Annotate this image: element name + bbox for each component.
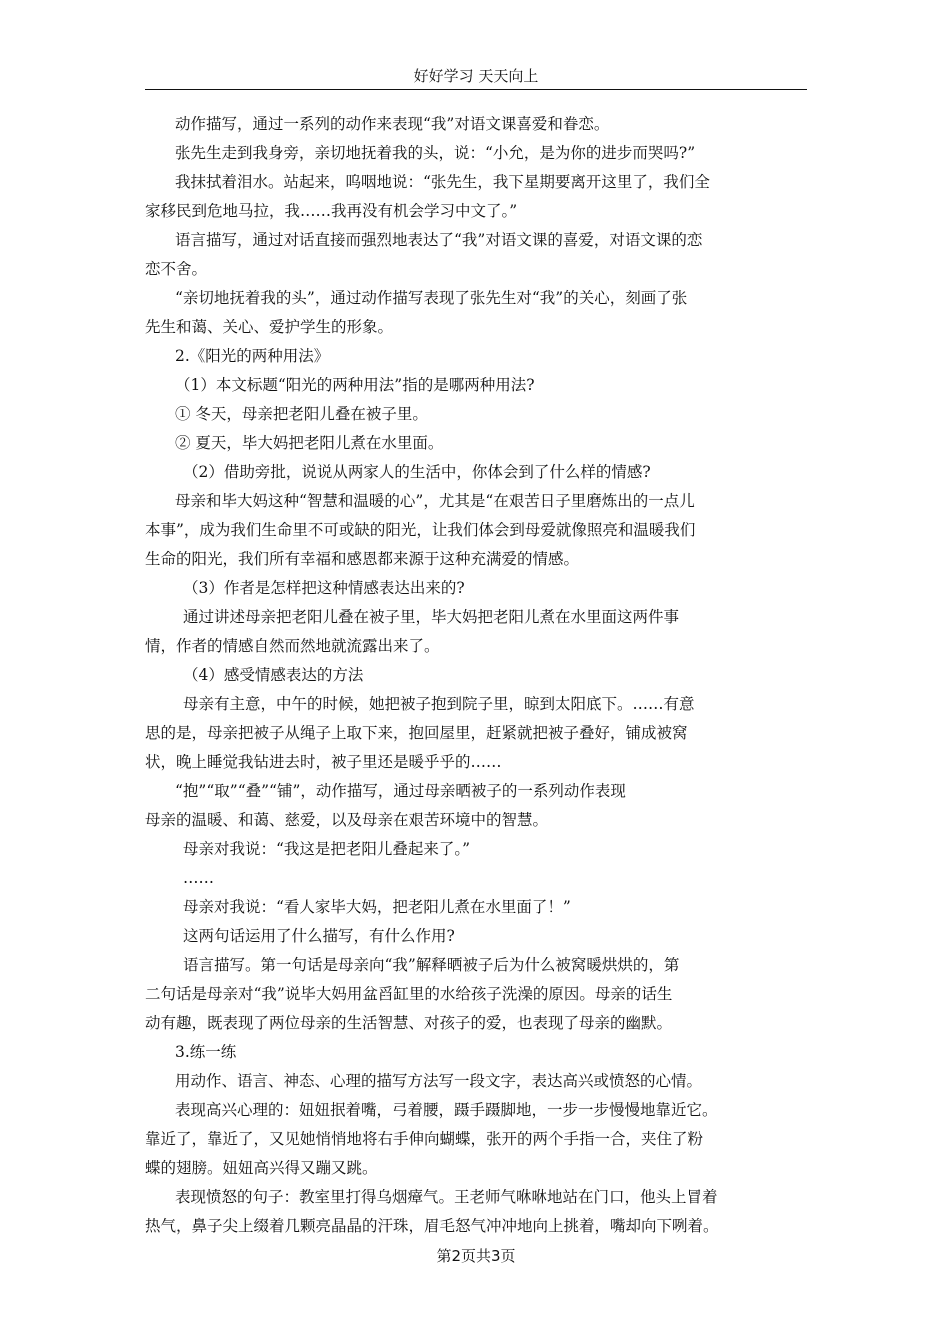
text-line: 恋不舍。 — [145, 260, 208, 278]
text-line: 表现愤怒的句子：教室里打得乌烟瘴气。王老师气咻咻地站在门口，他头上冒着 — [175, 1188, 718, 1206]
page-footer: 第2页共3页 — [436, 1247, 516, 1265]
text-line: （1）本文标题“阳光的两种用法”指的是哪两种用法? — [175, 376, 535, 394]
text-line: 动有趣，既表现了两位母亲的生活智慧、对孩子的爱，也表现了母亲的幽默。 — [145, 1014, 673, 1032]
text-line: 表现高兴心理的：妞妞抿着嘴，弓着腰，蹑手蹑脚地，一步一步慢慢地靠近它。 — [175, 1101, 718, 1119]
text-line: 热气，鼻子尖上缀着几颗亮晶晶的汗珠，眉毛怒气冲冲地向上挑着，嘴却向下咧着。 — [145, 1217, 719, 1235]
text-line: 二句话是母亲对“我”说毕大妈用盆舀缸里的水给孩子洗澡的原因。母亲的话生 — [145, 985, 673, 1003]
text-line: ① 冬天，母亲把老阳儿叠在被子里。 — [175, 405, 428, 423]
text-line: 本事”，成为我们生命里不可或缺的阳光，让我们体会到母爱就像照亮和温暖我们 — [145, 521, 696, 539]
text-line: 这两句话运用了什么描写，有什么作用? — [183, 927, 455, 945]
text-line: （3）作者是怎样把这种情感表达出来的? — [183, 579, 465, 597]
text-line: 情，作者的情感自然而然地就流露出来了。 — [145, 637, 440, 655]
text-line: 母亲对我说：“看人家毕大妈，把老阳儿煮在水里面了！” — [183, 898, 571, 916]
text-line: 蝶的翅膀。妞妞高兴得又蹦又跳。 — [145, 1159, 378, 1177]
text-line: 通过讲述母亲把老阳儿叠在被子里，毕大妈把老阳儿煮在水里面这两件事 — [183, 608, 680, 626]
header-divider — [145, 89, 807, 90]
text-line: 语言描写，通过对话直接而强烈地表达了“我”对语文课的喜爱，对语文课的恋 — [175, 231, 703, 249]
text-line: 母亲对我说：“我这是把老阳儿叠起来了。” — [183, 840, 471, 858]
text-line: （2）借助旁批，说说从两家人的生活中，你体会到了什么样的情感? — [183, 463, 651, 481]
text-line: 状，晚上睡觉我钻进去时，被子里还是暖乎乎的…… — [145, 753, 502, 771]
text-line: “亲切地抚着我的头”，通过动作描写表现了张先生对“我”的关心，刻画了张 — [175, 289, 688, 307]
text-line: 语言描写。第一句话是母亲向“我”解释晒被子后为什么被窝暖烘烘的，第 — [183, 956, 680, 974]
text-line: 2.《阳光的两种用法》 — [175, 347, 330, 365]
text-line: 张先生走到我身旁，亲切地抚着我的头，说：“小允，是为你的进步而哭吗?” — [175, 144, 696, 162]
text-line: 生命的阳光，我们所有幸福和感恩都来源于这种充满爱的情感。 — [145, 550, 580, 568]
text-line: 母亲和毕大妈这种“智慧和温暖的心”，尤其是“在艰苦日子里磨炼出的一点儿 — [175, 492, 695, 510]
text-line: 母亲有主意，中午的时候，她把被子抱到院子里，晾到太阳底下。……有意 — [183, 695, 695, 713]
text-line: ② 夏天，毕大妈把老阳儿煮在水里面。 — [175, 434, 444, 452]
text-line: 先生和蔼、关心、爱护学生的形象。 — [145, 318, 394, 336]
text-line: …… — [183, 869, 214, 887]
text-line: “抱”“取”“叠”“铺”，动作描写，通过母亲晒被子的一系列动作表现 — [175, 782, 626, 800]
page-header: 好好学习 天天向上 — [413, 67, 539, 85]
text-line: 动作描写，通过一系列的动作来表现“我”对语文课喜爱和眷恋。 — [175, 115, 610, 133]
text-line: 思的是，母亲把被子从绳子上取下来，抱回屋里，赶紧就把被子叠好，铺成被窝 — [145, 724, 688, 742]
text-line: 家移民到危地马拉，我……我再没有机会学习中文了。” — [145, 202, 518, 220]
text-line: 3.练一练 — [175, 1043, 237, 1061]
text-line: 我抹拭着泪水。站起来，呜咽地说：“张先生，我下星期要离开这里了，我们全 — [175, 173, 710, 191]
document-body — [145, 110, 807, 1241]
text-line: 靠近了，靠近了，又见她悄悄地将右手伸向蝴蝶，张开的两个手指一合，夹住了粉 — [145, 1130, 704, 1148]
text-line: 用动作、语言、神态、心理的描写方法写一段文字，表达高兴或愤怒的心情。 — [175, 1072, 703, 1090]
text-line: 母亲的温暖、和蔼、慈爱，以及母亲在艰苦环境中的智慧。 — [145, 811, 549, 829]
text-line: （4）感受情感表达的方法 — [183, 666, 364, 684]
